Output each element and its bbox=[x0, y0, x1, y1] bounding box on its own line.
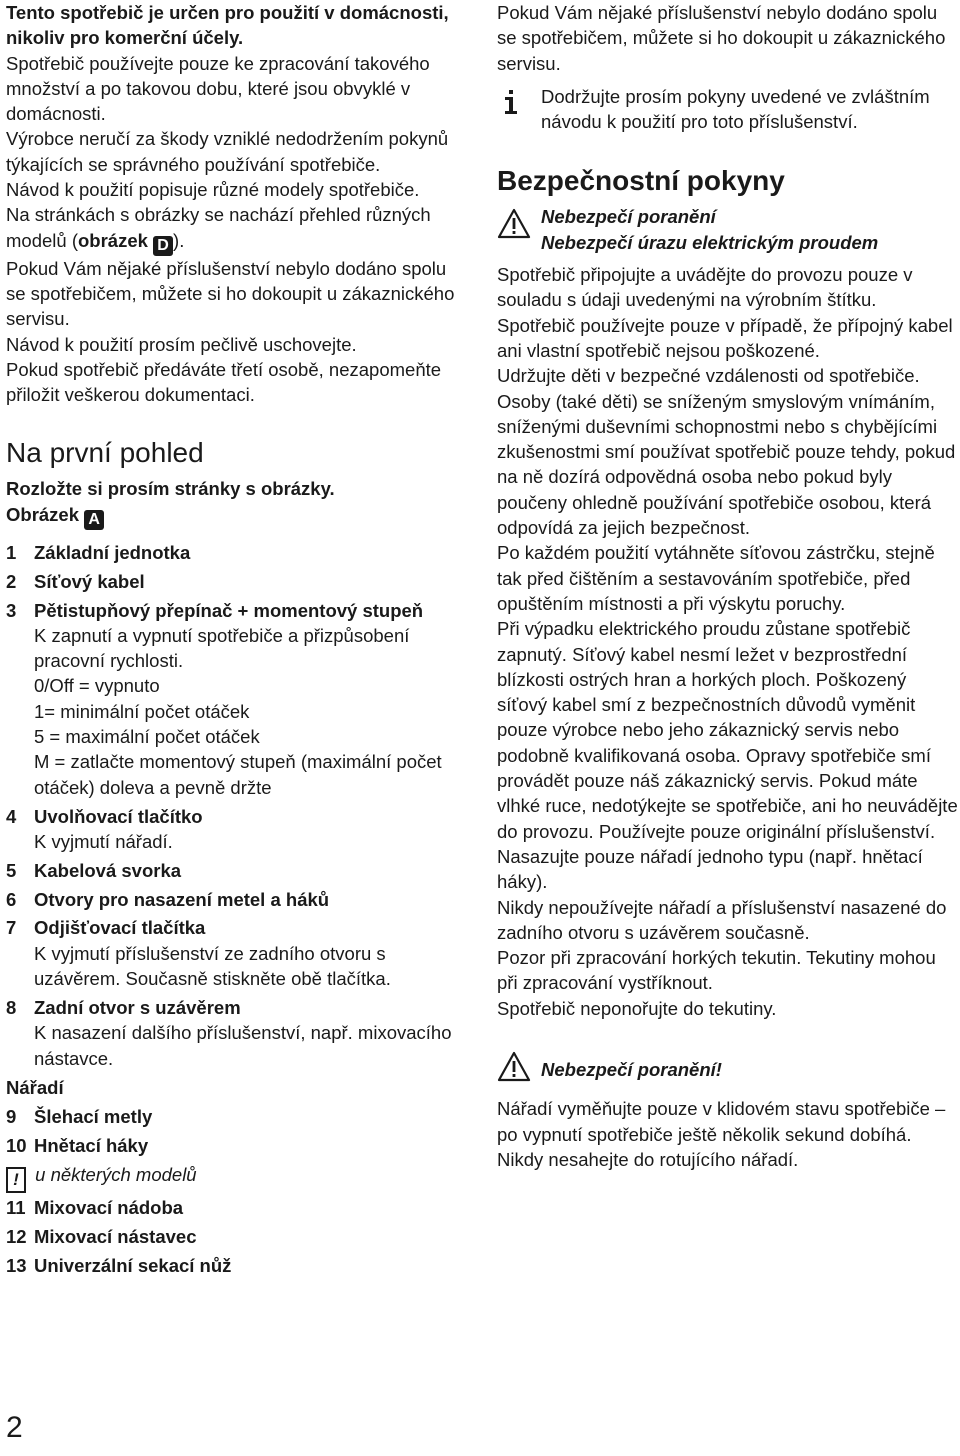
paragraph: Pokud Vám nějaké příslušenství nebylo dodáno spolu se spotřebičem, můžete si ho dokoupit u zákaznického servisu. bbox=[497, 2, 946, 74]
exclamation-box-icon: ! bbox=[6, 1167, 26, 1193]
paragraph: Spotřebič používejte pouze v případě, že přípojný kabel ani vlastní spotřebič nejsou poškozené. bbox=[497, 314, 953, 361]
item-description: M = zatlačte momentový stupeň (maximální počet otáček) doleva a pevně držte bbox=[34, 751, 442, 798]
item-title: Pětistupňový přepínač + momentový stupeň bbox=[34, 599, 424, 621]
list-item bbox=[6, 1195, 468, 1220]
list-item bbox=[6, 598, 468, 800]
item-number: 5 bbox=[6, 859, 17, 881]
item-description: 1= minimální počet otáček bbox=[34, 700, 250, 722]
figure-badge-d: D bbox=[153, 236, 173, 256]
item-number: 1 bbox=[6, 541, 17, 563]
figure-label bbox=[6, 502, 468, 530]
item-number: 7 bbox=[6, 917, 17, 939]
paragraph: Nikdy nepoužívejte nářadí a příslušenství nasazené do zadního otvoru s uzávěrem současně. bbox=[497, 896, 947, 943]
warning-note-2 bbox=[497, 1057, 960, 1082]
item-description: K vyjmutí příslušenství ze zadního otvoru s uzávěrem. Současně stiskněte obě tlačítka. bbox=[34, 942, 391, 990]
paragraph-figure-ref bbox=[6, 202, 468, 255]
list-item bbox=[6, 804, 468, 855]
item-description: K nasazení dalšího příslušenství, např. mixovacího nástavce. bbox=[34, 1022, 452, 1069]
warning-triangle-icon bbox=[497, 208, 531, 238]
item-title: Hnětací háky bbox=[34, 1135, 149, 1157]
item-number: 4 bbox=[6, 805, 17, 827]
tools-list-2 bbox=[6, 1195, 468, 1278]
paragraph: Spotřebič připojujte a uvádějte do provozu pouze v souladu s údaji uvedenými na výrobním štítku. bbox=[497, 264, 913, 311]
list-item bbox=[6, 540, 468, 565]
safety-body bbox=[497, 262, 960, 1021]
item-description: 5 = maximální počet otáček bbox=[34, 726, 260, 748]
list-item bbox=[6, 858, 468, 883]
item-title: Otvory pro nasazení metel a háků bbox=[34, 888, 330, 910]
paragraph: Pokud spotřebič předáváte třetí osobě, nezapomeňte přiložit veškerou dokumentaci. bbox=[6, 358, 442, 406]
item-number: 9 bbox=[6, 1106, 17, 1128]
tools-list bbox=[6, 1104, 468, 1158]
paragraph: Spotřebič používejte pouze ke zpracování takového množství a po takovou dobu, které jsou obvyklé v domácnosti. bbox=[6, 52, 430, 125]
item-description: 0/Off = vypnuto bbox=[34, 675, 160, 697]
list-item bbox=[6, 1224, 468, 1249]
item-title: Šlehací metly bbox=[34, 1106, 153, 1128]
figure-label-text: Obrázek bbox=[6, 503, 80, 525]
item-title: Základní jednotka bbox=[34, 541, 191, 563]
subheading: Rozložte si prosím stránky s obrázky. bbox=[6, 478, 335, 500]
item-title: Uvolňovací tlačítko bbox=[34, 805, 203, 827]
list-item bbox=[6, 995, 468, 1071]
item-title: Mixovací nádoba bbox=[34, 1196, 184, 1218]
list-item bbox=[6, 887, 468, 912]
item-title: Univerzální sekací nůž bbox=[34, 1254, 232, 1276]
models-note bbox=[6, 1162, 468, 1193]
page-number: 2 bbox=[6, 1411, 23, 1444]
item-number: 6 bbox=[6, 888, 17, 910]
info-note bbox=[497, 84, 960, 135]
info-icon bbox=[497, 87, 525, 117]
item-number: 13 bbox=[6, 1254, 27, 1276]
list-item bbox=[6, 1253, 468, 1278]
warning-triangle-icon bbox=[497, 1051, 531, 1081]
intro-bold: Tento spotřebič je určen pro použití v domácnosti, nikoliv pro komerční účely. bbox=[6, 2, 449, 49]
item-number: 3 bbox=[6, 599, 17, 621]
paragraph: Výrobce neručí za škody vzniklé nedodržením pokynů týkajících se správného používání spotřebiče. bbox=[6, 128, 449, 175]
paragraph: Pozor při zpracování horkých tekutin. Tekutiny mohou při zpracování vystříknout. bbox=[497, 947, 936, 994]
item-title: Kabelová svorka bbox=[34, 859, 182, 881]
info-text: Dodržujte prosím pokyny uvedené ve zvláštním návodu k použití pro toto příslušenství. bbox=[541, 85, 930, 133]
paragraph: Po každém použití vytáhněte síťovou zástrčku, stejně tak před čištěním a sestavováním spotřebiče, před opuštěním místnosti a při výskytu poruchy. bbox=[497, 542, 935, 614]
text: Na stránkách s obrázky se nachází přehled různých modelů ( bbox=[6, 204, 431, 251]
paragraph: Udržujte děti v bezpečné vzdálenosti od spotřebiče. Osoby (také děti) se sníženým smyslovým vnímáním, sníženými duševními schopnostmi nebo s chybějícími zkušenostmi smí používat spotřebič pouze tehdy, pokud na ně dozírá odpovědná osoba nebo pokud byly poučeny ohledně používání spotřebiče osobou, která odpovídá za jejich bezpečnost. bbox=[497, 365, 956, 539]
paragraph: Návod k použití prosím pečlivě uschovejte. bbox=[6, 333, 357, 355]
item-number: 10 bbox=[6, 1135, 27, 1157]
text: ). bbox=[173, 229, 185, 251]
right-column bbox=[497, 0, 960, 1172]
warning-line-1: Nebezpečí poranění bbox=[541, 206, 716, 228]
models-note-text: u některých modelů bbox=[35, 1163, 197, 1185]
paragraph: Nářadí vyměňujte pouze v klidovém stavu spotřebiče – po vypnutí spotřebiče ještě několik sekund dobíhá. Nikdy nesahejte do rotujícího nářadí. bbox=[497, 1098, 946, 1170]
section-heading: Bezpečnostní pokyny bbox=[497, 165, 785, 197]
item-number: 2 bbox=[6, 570, 17, 592]
section-heading: Na první pohled bbox=[6, 437, 204, 469]
item-number: 8 bbox=[6, 996, 17, 1018]
paragraph: Pokud Vám nějaké příslušenství nebylo dodáno spolu se spotřebičem, můžete si ho dokoupit u zákaznického servisu. bbox=[6, 257, 455, 330]
figure-badge-a: A bbox=[84, 510, 104, 530]
item-description: K zapnutí a vypnutí spotřebiče a přizpůsobení pracovní rychlosti. bbox=[34, 624, 410, 672]
tools-heading: Nářadí bbox=[6, 1076, 64, 1098]
paragraph: Návod k použití popisuje různé modely spotřebiče. bbox=[6, 179, 420, 201]
warning-line-2: Nebezpečí úrazu elektrickým proudem bbox=[541, 231, 879, 253]
warning-2-text: Nebezpečí poranění! bbox=[541, 1058, 722, 1080]
warning-note bbox=[497, 204, 960, 255]
item-number: 11 bbox=[6, 1196, 26, 1218]
paragraph: Spotřebič neponořujte do tekutiny. bbox=[497, 997, 777, 1019]
item-description: K vyjmutí nářadí. bbox=[34, 830, 173, 852]
left-column bbox=[6, 0, 468, 1282]
list-item bbox=[6, 1133, 468, 1158]
figure-ref-label: obrázek bbox=[77, 229, 148, 251]
paragraph: Při výpadku elektrického proudu zůstane spotřebič zapnutý. Síťový kabel nesmí ležet v bezprostřední blízkosti ostrých hran a horkých ploch. Poškozený síťový kabel smí z bezpečnostních důvodů vyměnit pouze výrobce nebo jeho zákaznický servis nebo podobně kvalifikovaná osoba. Opravy spotřebiče smí provádět pouze náš zákaznický servis. Pokud máte vlhké ruce, nedotýkejte se spotřebiče, ani ho neuvádějte do provozu. Používejte pouze originální příslušenství. Nasazujte pouze nářadí jednoho typu (např. hnětací háky). bbox=[497, 618, 958, 893]
item-title: Mixovací nástavec bbox=[34, 1225, 197, 1247]
parts-list bbox=[6, 540, 468, 1071]
item-title: Zadní otvor s uzávěrem bbox=[34, 996, 241, 1018]
item-title: Odjišťovací tlačítka bbox=[34, 917, 206, 939]
list-item bbox=[6, 569, 468, 594]
list-item bbox=[6, 1104, 468, 1129]
list-item bbox=[6, 915, 468, 991]
item-title: Síťový kabel bbox=[34, 570, 145, 592]
item-number: 12 bbox=[6, 1225, 27, 1247]
